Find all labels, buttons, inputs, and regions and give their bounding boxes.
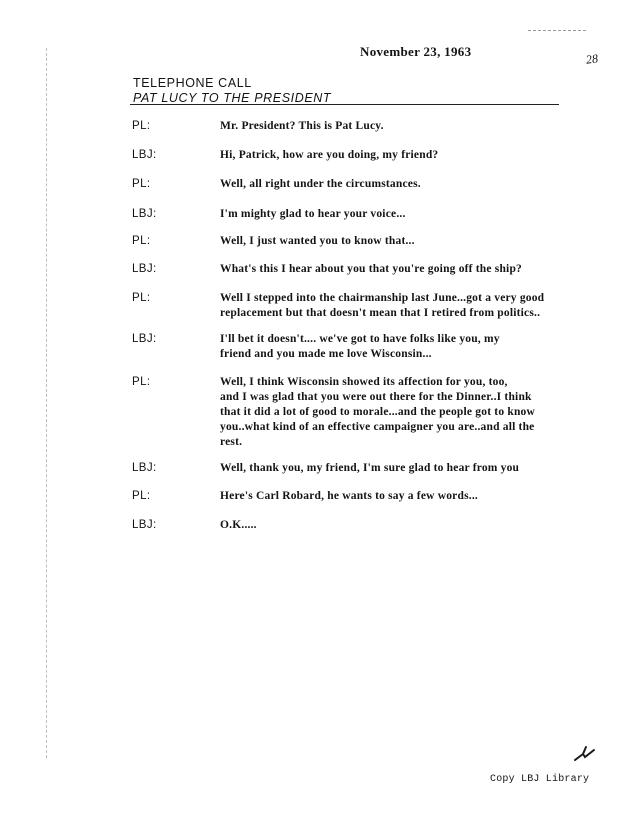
header-rule — [130, 104, 559, 105]
dialogue-line: I'm mighty glad to hear your voice... — [220, 208, 406, 220]
handwritten-mark-icon — [572, 744, 598, 764]
speaker-label: PL: — [132, 178, 151, 190]
document-date: November 23, 1963 — [360, 44, 472, 59]
dialogue-line: I'll bet it doesn't.... we've got to have folks like you, my — [220, 333, 500, 345]
dialogue-line: Well I stepped into the chairmanship last June...got a very good — [220, 292, 545, 304]
dialogue-line: rest. — [220, 436, 243, 448]
handwritten-page-number: 28 — [585, 51, 599, 67]
speaker-label: LBJ: — [132, 149, 157, 161]
speaker-label: LBJ: — [132, 208, 157, 220]
dialogue-line: Mr. President? This is Pat Lucy. — [220, 120, 384, 132]
speaker-label: LBJ: — [132, 519, 157, 531]
header-title: TELEPHONE CALL — [133, 76, 252, 90]
speaker-label: LBJ: — [132, 333, 157, 345]
dialogue-line: Here's Carl Robard, he wants to say a few words... — [220, 490, 478, 502]
speaker-label: PL: — [132, 235, 151, 247]
dialogue-line: replacement but that doesn't mean that I retired from politics.. — [220, 307, 541, 319]
speaker-label: PL: — [132, 120, 151, 132]
dialogue-line: O.K..... — [220, 519, 257, 531]
speaker-label: PL: — [132, 376, 151, 388]
speaker-label: LBJ: — [132, 462, 157, 474]
dialogue-line: Well, I just wanted you to know that... — [220, 235, 415, 247]
speaker-label: PL: — [132, 490, 151, 502]
dialogue-line: and I was glad that you were out there for the Dinner..I think — [220, 391, 532, 403]
dialogue-line: that it did a lot of good to morale...and the people got to know — [220, 406, 536, 418]
top-dashes — [528, 30, 586, 31]
dialogue-line: Well, all right under the circumstances. — [220, 178, 421, 190]
binding-edge-marks — [46, 48, 47, 758]
dialogue-line: friend and you made me love Wisconsin... — [220, 348, 432, 360]
dialogue-line: Hi, Patrick, how are you doing, my friend? — [220, 149, 439, 161]
library-copy-note: Copy LBJ Library — [490, 774, 590, 785]
dialogue-line: you..what kind of an effective campaigner you are..and all the — [220, 421, 535, 433]
dialogue-line: Well, I think Wisconsin showed its affection for you, too, — [220, 376, 508, 388]
speaker-label: LBJ: — [132, 263, 157, 275]
dialogue-line: What's this I hear about you that you're going off the ship? — [220, 263, 522, 275]
speaker-label: PL: — [132, 292, 151, 304]
dialogue-line: Well, thank you, my friend, I'm sure glad to hear from you — [220, 462, 520, 474]
header-subtitle: PAT LUCY TO THE PRESIDENT — [133, 91, 332, 105]
